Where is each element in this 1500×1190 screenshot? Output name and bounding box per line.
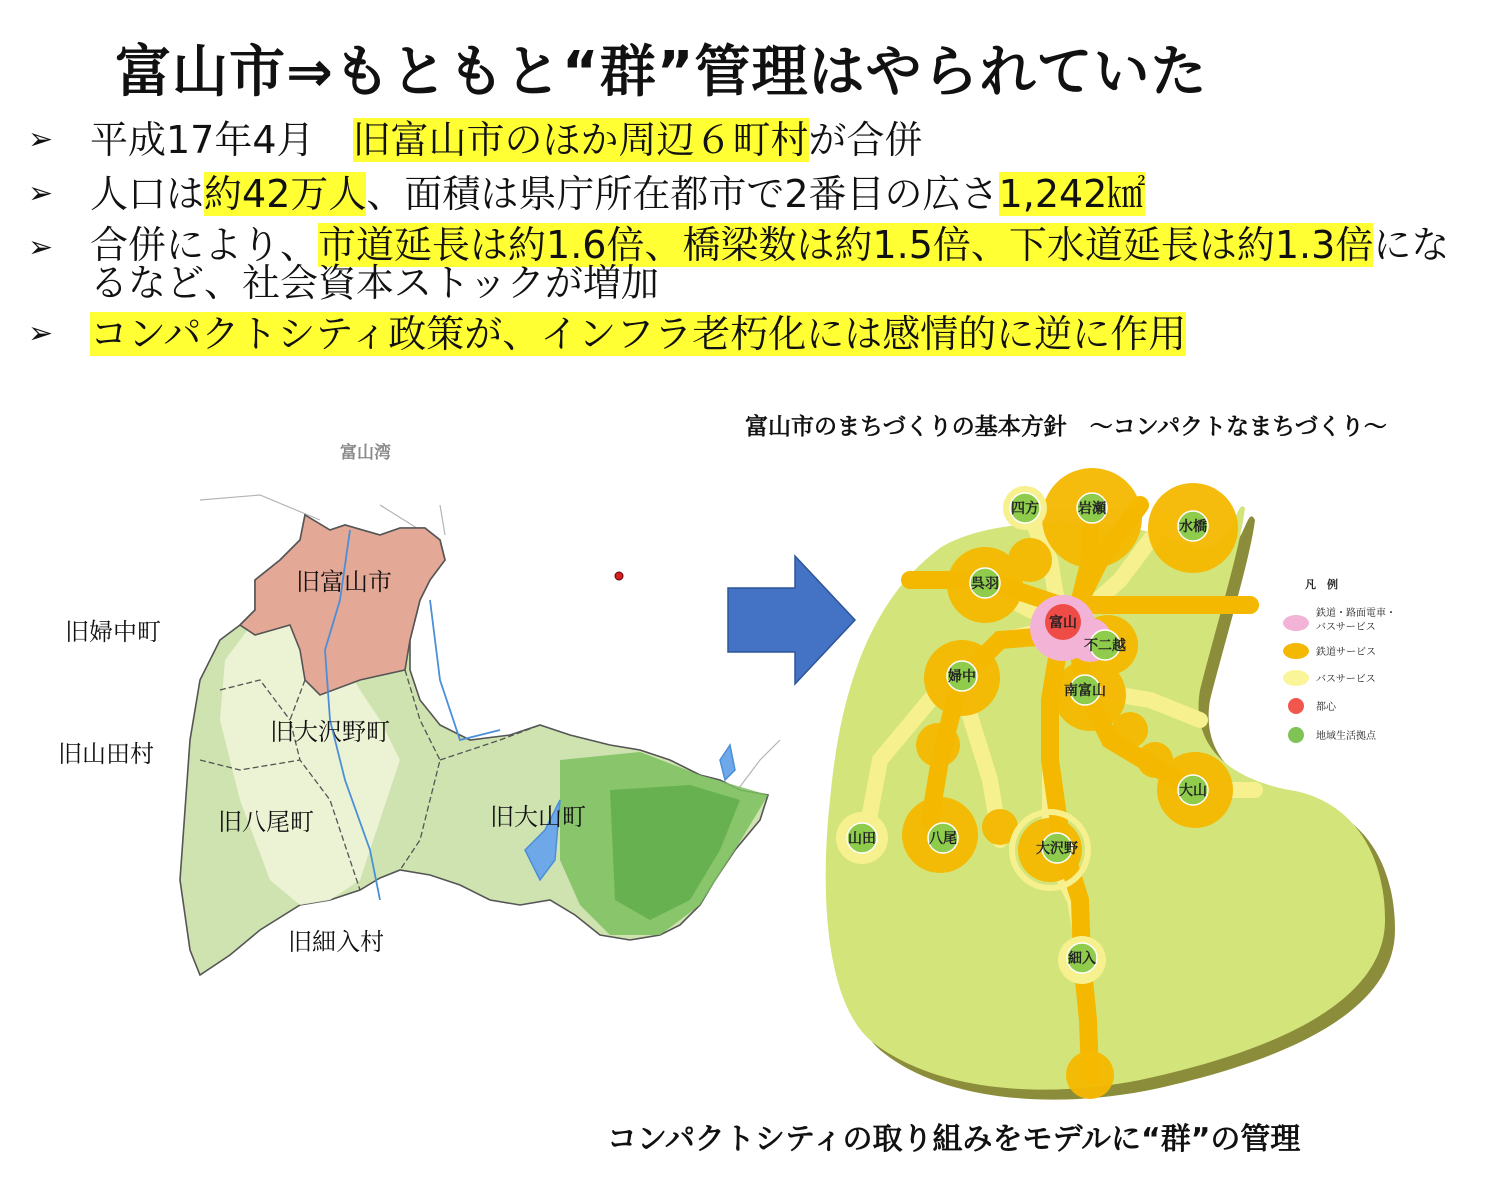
legend-label: バスサービス <box>1316 674 1376 685</box>
highlighted-text: 旧富山市のほか周辺６町村 <box>352 118 809 162</box>
node-label: 呉羽 <box>971 576 999 592</box>
node-label: 大山 <box>1179 783 1207 799</box>
node-label: 四方 <box>1011 501 1039 517</box>
node-label: 大沢野 <box>1036 841 1078 857</box>
node-label: 岩瀬 <box>1078 501 1106 517</box>
region-label: 旧大山町 <box>490 803 586 831</box>
highlighted-text: 約42万人 <box>204 172 367 216</box>
node-label: 八尾 <box>929 831 957 847</box>
node-label: 細入 <box>1068 951 1096 967</box>
node-label: 南富山 <box>1064 683 1106 699</box>
node-label: 婦中 <box>948 669 976 685</box>
bullet-text: 、面積は県庁所在都市で2番目の広さ <box>366 172 999 216</box>
bullet-text: 人口は <box>90 172 205 216</box>
node-label: 不二越 <box>1084 638 1126 654</box>
highlighted-text: コンパクトシティ政策が、インフラ老朽化には感情的に逆に作用 <box>90 312 1187 356</box>
bullet-text: が合併 <box>808 118 923 162</box>
legend-title: 凡 例 <box>1305 578 1338 591</box>
region-label: 旧細入村 <box>288 928 384 956</box>
node-label: 山田 <box>848 831 876 847</box>
region-label: 旧八尾町 <box>218 808 314 836</box>
legend-label: 地域生活拠点 <box>1316 731 1376 742</box>
right-map <box>826 468 1396 1100</box>
bullet-arrow-icon: ➢ <box>28 122 54 157</box>
region-label: 旧大沢野町 <box>270 718 390 746</box>
legend <box>1283 577 1396 743</box>
bullet-arrow-icon: ➢ <box>28 316 54 351</box>
bay-label: 富山湾 <box>340 443 391 463</box>
left-map <box>58 442 780 975</box>
bullet-text: 合併により、 <box>90 223 319 267</box>
right-map-title: 富山市のまちづくりの基本方針 ～コンパクトなまちづくり～ <box>745 414 1387 440</box>
legend-label: 鉄道サービス <box>1316 647 1376 658</box>
highlighted-text: 1,242㎢ <box>998 172 1146 216</box>
region-label: 旧婦中町 <box>65 618 161 646</box>
bullet-text: になるなど、社会資本ストックが増加 <box>90 223 1450 305</box>
highlighted-text: 市道延長は約1.6倍、橋梁数は約1.5倍、下水道延長は約1.3倍 <box>318 223 1374 267</box>
bullet-arrow-icon: ➢ <box>28 230 54 265</box>
region-label: 旧富山市 <box>296 568 392 596</box>
transition-arrow-icon <box>728 556 855 684</box>
page-title: 富山市⇒もともと“群”管理はやられていた <box>115 40 1208 105</box>
bottom-caption: コンパクトシティの取り組みをモデルに“群”の管理 <box>607 1122 1301 1157</box>
legend-label: バスサービス <box>1316 622 1376 633</box>
bullet-text: 平成17年4月 <box>90 118 353 162</box>
region-label: 旧山田村 <box>58 740 154 768</box>
bullet-arrow-icon: ➢ <box>28 176 54 211</box>
node-label: 水橋 <box>1179 519 1207 535</box>
legend-label: 鉄道・路面電車・ <box>1316 608 1396 619</box>
legend-label: 都心 <box>1316 702 1336 713</box>
node-label: 富山 <box>1049 615 1077 631</box>
